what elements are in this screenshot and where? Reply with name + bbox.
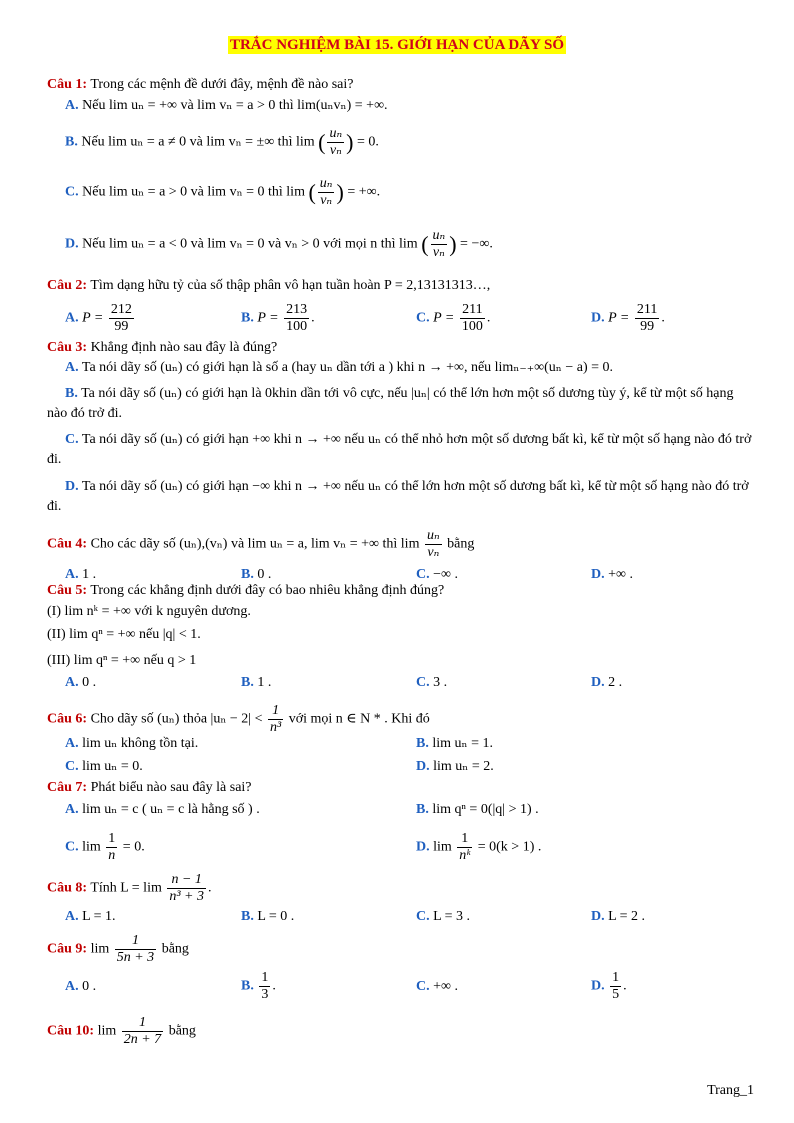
q9-option-c[interactable]: C. +∞ . [416,979,459,994]
q9-option-d[interactable]: D. $\frac{1}{5}$ . [591,970,627,1002]
q5-option-d[interactable]: D. 2 . [591,675,623,690]
q7-option-c[interactable]: C. lim $\frac{1}{n}$ = 0. [65,831,145,863]
question-2: Câu 2: Tìm dạng hữu tỷ của số thập phân vô hạn tuần hoàn P = 2,13131313…, [47,278,491,293]
question-3: Câu 3: Khẳng định nào sau đây là đúng? [47,340,278,355]
question-6: Câu 6: Cho dãy số (uₙ) thỏa |uₙ − 2| < $\frac{1}{\text{n³}}$ với mọi n ∈ N * . Khi đó [47,703,430,735]
question-4: Câu 4: Cho các dãy số (uₙ),(vₙ) và lim uₙ = a, lim vₙ = +∞ thì lim $\frac{\text{uₙ}}{\text{vₙ}}$ bằng [47,528,475,560]
q6-option-b[interactable]: B. lim uₙ = 1. [416,736,493,751]
q1-option-d[interactable]: D. Nếu lim uₙ = a < 0 và lim vₙ = 0 và vₙ > 0 với mọi n thì lim ( $\frac{\text{uₙ}}{\text{vₙ}}$ ) = −∞. [65,228,493,260]
q3-option-c[interactable]: C. Ta nói dãy số (uₙ) có giới hạn +∞ khi n → +∞ nếu uₙ có thể nhỏ hơn một số dương bất kì, kể từ một số hạng nào đó trở đi. [47,432,752,467]
question-8: Câu 8: Tính L = lim $\frac{n - 1}{\text{n³ + 3}}$ . [47,872,212,904]
question-9: Câu 9: lim $\frac{1}{5n + 3}$ bằng [47,933,189,965]
q3-option-a[interactable]: A. Ta nói dãy số (uₙ) có giới hạn là số a (hay uₙ dần tới a ) khi n → +∞, nếu limₙ₋₊∞(uₙ − a) = 0. [65,360,614,375]
q5-option-b[interactable]: B. 1 . [241,675,272,690]
q6-option-c[interactable]: C. lim uₙ = 0. [65,759,143,774]
question-text: Trong các mệnh đề dưới đây, mệnh đề nào sai? [90,77,354,92]
q2-option-d[interactable]: D. P = $\frac{211}{99}$ . [591,302,665,334]
q5-option-c[interactable]: C. 3 . [416,675,448,690]
page-number: Trang_1 [707,1083,754,1098]
question-1 [47,75,757,95]
q4-option-c[interactable]: C. −∞ . [416,567,459,582]
q7-option-b[interactable]: B. lim qⁿ = 0(|q| > 1) . [416,802,539,817]
q5-option-a[interactable]: A. 0 . [65,675,97,690]
q4-option-b[interactable]: B. 0 . [241,567,272,582]
question-5: Câu 5: Trong các khẳng định dưới đây có bao nhiêu khẳng định đúng? [47,583,445,598]
q1-option-b[interactable]: B. Nếu lim uₙ = a ≠ 0 và lim vₙ = ±∞ thì lim ( $\frac{\text{uₙ}}{\text{vₙ}}$ ) = 0. [65,126,379,158]
q2-option-a[interactable]: A. P = $\frac{212}{99}$ [65,302,132,334]
q7-option-d[interactable]: D. lim $\frac{1}{\text{nᵏ}}$ = 0(k > 1) . [416,831,542,863]
question-7: Câu 7: Phát biểu nào sau đây là sai? [47,780,252,795]
q9-option-a[interactable]: A. 0 . [65,979,97,994]
page-title: TRẮC NGHIỆM BÀI 15. GIỚI HẠN CỦA DÃY SỐ [229,37,565,53]
q6-option-d[interactable]: D. lim uₙ = 2. [416,759,494,774]
q5-statement-i: (I) lim nᵏ = +∞ với k nguyên dương. [47,604,251,619]
q5-statement-ii: (II) lim qⁿ = +∞ nếu |q| < 1. [47,627,201,642]
q8-option-a[interactable]: A. L = 1. [65,909,116,924]
q7-option-a[interactable]: A. lim uₙ = c ( uₙ = c là hằng số ) . [65,802,260,817]
q2-option-b[interactable]: B. P = $\frac{213}{100}$ . [241,302,315,334]
q9-option-b[interactable]: B. $\frac{1}{3}$ . [241,970,276,1002]
q1-option-c[interactable]: C. Nếu lim uₙ = a > 0 và lim vₙ = 0 thì lim ( $\frac{\text{uₙ}}{\text{vₙ}}$ ) = +∞. [65,176,381,208]
q2-option-c[interactable]: C. P = $\frac{211}{100}$ . [416,302,491,334]
q6-option-a[interactable]: A. lim uₙ không tồn tại. [65,736,199,751]
q4-option-a[interactable]: A. 1 . [65,567,97,582]
q8-option-b[interactable]: B. L = 0 . [241,909,295,924]
q3-option-d[interactable]: D. Ta nói dãy số (uₙ) có giới hạn −∞ khi n → +∞ nếu uₙ có thể lớn hơn một số dương bất kì, kể từ một số hạng nào đó trở đi. [47,479,749,514]
q4-option-d[interactable]: D. +∞ . [591,567,634,582]
question-10: Câu 10: lim $\frac{1}{2n + 7}$ bằng [47,1015,196,1047]
q5-statement-iii: (III) lim qⁿ = +∞ nếu q > 1 [47,653,197,668]
q1-option-a[interactable]: A. Nếu lim uₙ = +∞ và lim vₙ = a > 0 thì lim(uₙvₙ) = +∞. [65,98,388,113]
question-label: Câu 1: [47,77,88,92]
q8-option-d[interactable]: D. L = 2 . [591,909,646,924]
q3-option-b[interactable]: B. Ta nói dãy số (uₙ) có giới hạn là 0khin dần tới vô cực, nếu |uₙ| có thể lớn hơn một số dương tùy ý, kể từ một số hạng nào đó trở đi. [47,386,734,421]
q8-option-c[interactable]: C. L = 3 . [416,909,471,924]
